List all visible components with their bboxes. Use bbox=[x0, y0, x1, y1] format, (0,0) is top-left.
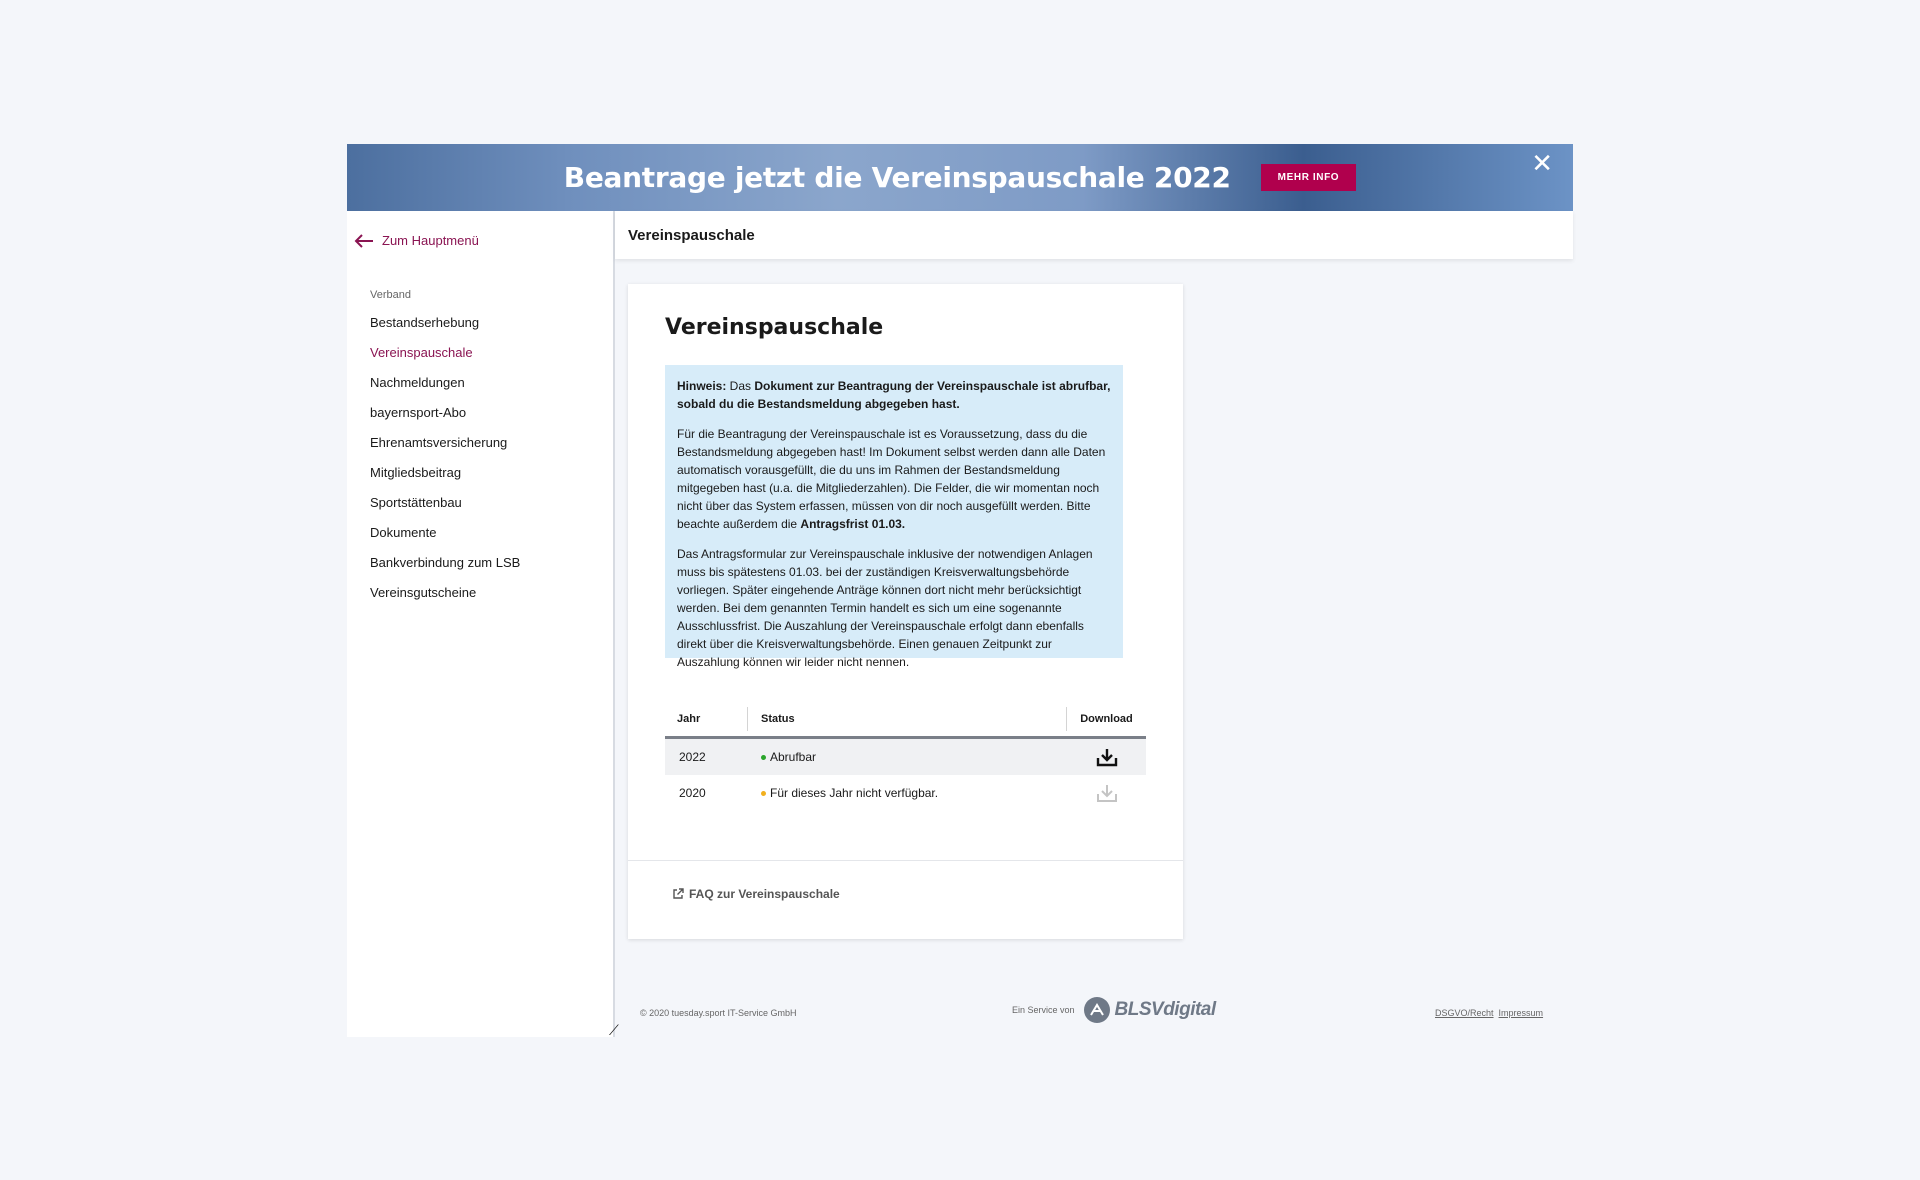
row-status bbox=[748, 786, 1067, 800]
status-dot-green bbox=[761, 755, 766, 760]
row-year: 2022 bbox=[679, 750, 706, 764]
table-header bbox=[665, 702, 1146, 739]
footer-links bbox=[1435, 1008, 1548, 1018]
close-icon[interactable]: ✕ bbox=[1531, 148, 1553, 178]
external-link-icon bbox=[672, 888, 684, 900]
notice-paragraph-2 bbox=[677, 425, 1111, 533]
page-title: Vereinspauschale bbox=[628, 227, 755, 244]
download-icon bbox=[1096, 783, 1118, 803]
sidebar-item-ehrenamtsversicherung[interactable]: Ehrenamtsversicherung bbox=[370, 435, 508, 450]
service-prefix: Ein Service von bbox=[1012, 1005, 1075, 1015]
faq-link[interactable] bbox=[672, 887, 840, 901]
sidebar-item-nachmeldungen[interactable]: Nachmeldungen bbox=[370, 375, 465, 390]
download-button[interactable] bbox=[1067, 747, 1146, 767]
column-header-status: Status bbox=[748, 707, 1067, 731]
download-icon bbox=[1096, 747, 1118, 767]
table-row bbox=[665, 775, 1146, 811]
notice-p2-text: Für die Beantragung der Vereinspauschale ist es Voraussetzung, dass du die Bestandsmeldung abgegeben hast! Im Dokument selbst werden dann alle Daten automatisch vorausgefüllt, die du uns im Rahmen der Bestandsmeldung mitgegeben hast (u.a. die Mitgliederzahlen). Die Felder, die wir momentan noch nicht über das System erfassen, müssen von dir noch ausgefüllt werden. Bitte beachte außerdem die bbox=[677, 427, 1106, 531]
notice-paragraph-1 bbox=[677, 377, 1111, 413]
card-title: Vereinspauschale bbox=[665, 315, 884, 340]
app-frame bbox=[347, 144, 1573, 1037]
sidebar bbox=[347, 211, 619, 1038]
notice-box bbox=[665, 365, 1123, 669]
resize-handle-icon[interactable]: ⟋ bbox=[609, 1022, 619, 1038]
notice-paragraph-3 bbox=[677, 545, 1111, 671]
download-button-disabled bbox=[1067, 783, 1146, 803]
row-status bbox=[748, 750, 1067, 764]
row-year: 2020 bbox=[679, 786, 706, 800]
row-status-label: Abrufbar bbox=[770, 750, 817, 764]
banner-title: Beantrage jetzt die Vereinspauschale 2022 bbox=[563, 161, 1231, 194]
sidebar-item-mitgliedsbeitrag[interactable]: Mitgliedsbeitrag bbox=[370, 465, 462, 480]
sidebar-item-vereinsgutscheine[interactable]: Vereinsgutscheine bbox=[370, 585, 477, 600]
nav-group-label: Verband bbox=[370, 289, 411, 301]
row-status-label: Für dieses Jahr nicht verfügbar. bbox=[770, 786, 939, 800]
notice-label: Hinweis: bbox=[677, 379, 727, 393]
faq-link-label: FAQ zur Vereinspauschale bbox=[689, 887, 840, 901]
footer-copyright: © 2020 tuesday.sport IT-Service GmbH bbox=[640, 1008, 797, 1018]
sidebar-item-vereinspauschale[interactable]: Vereinspauschale bbox=[370, 345, 473, 360]
documents-table bbox=[665, 702, 1146, 811]
sidebar-item-sportstaettenbau[interactable]: Sportstättenbau bbox=[370, 495, 462, 510]
promo-banner bbox=[347, 144, 1573, 211]
sidebar-item-bankverbindung[interactable]: Bankverbindung zum LSB bbox=[370, 555, 521, 570]
column-header-download: Download bbox=[1080, 713, 1133, 725]
sidebar-item-dokumente[interactable]: Dokumente bbox=[370, 525, 437, 540]
footer-link-dsgvo[interactable]: DSGVO/Recht bbox=[1435, 1008, 1494, 1018]
page-header bbox=[615, 211, 1573, 259]
arrow-left-icon bbox=[354, 234, 374, 248]
blsv-logo-icon bbox=[1083, 996, 1111, 1024]
notice-p3-text: Das Antragsformular zur Vereinspauschale inklusive der notwendigen Anlagen muss bis spätestens 01.03. bei der zuständigen Kreisverwaltungsbehörde vorliegen. Später eingehende Anträge können dort nicht mehr berücksichtigt werden. Bei dem genannten Termin handelt es sich um eine sogenannte Ausschlussfrist. Die Auszahlung der Vereinspauschale erfolgt dann ebenfalls direkt über die Kreisverwaltungsbehörde. Einen genauen Zeitpunkt zur Auszahlung können wir leider nicht nennen. bbox=[677, 547, 1093, 669]
back-link-label: Zum Hauptmenü bbox=[382, 233, 479, 248]
footer-service bbox=[1012, 996, 1216, 1024]
notice-p1-bold: Dokument zur Beantragung der Vereinspauschale ist abrufbar, sobald du die Bestandsmeldung abgegeben hast. bbox=[677, 379, 1111, 411]
sidebar-nav bbox=[370, 315, 520, 615]
more-info-button[interactable]: MEHR INFO bbox=[1261, 164, 1357, 191]
footer-link-impressum[interactable]: Impressum bbox=[1498, 1008, 1544, 1018]
column-header-year: Jahr bbox=[665, 707, 748, 731]
card-divider bbox=[628, 860, 1183, 861]
sidebar-item-bayernsport-abo[interactable]: bayernsport-Abo bbox=[370, 405, 467, 420]
status-dot-yellow bbox=[761, 791, 766, 796]
service-logo-text[interactable]: BLSVdigital bbox=[1114, 999, 1216, 1020]
back-to-main-menu-link[interactable] bbox=[354, 233, 479, 248]
notice-p1-plain: Das bbox=[726, 379, 755, 393]
table-row bbox=[665, 739, 1146, 775]
notice-p2-bold: Antragsfrist 01.03. bbox=[800, 517, 906, 531]
vereinspauschale-card bbox=[628, 284, 1183, 939]
sidebar-item-bestandserhebung[interactable]: Bestandserhebung bbox=[370, 315, 480, 330]
